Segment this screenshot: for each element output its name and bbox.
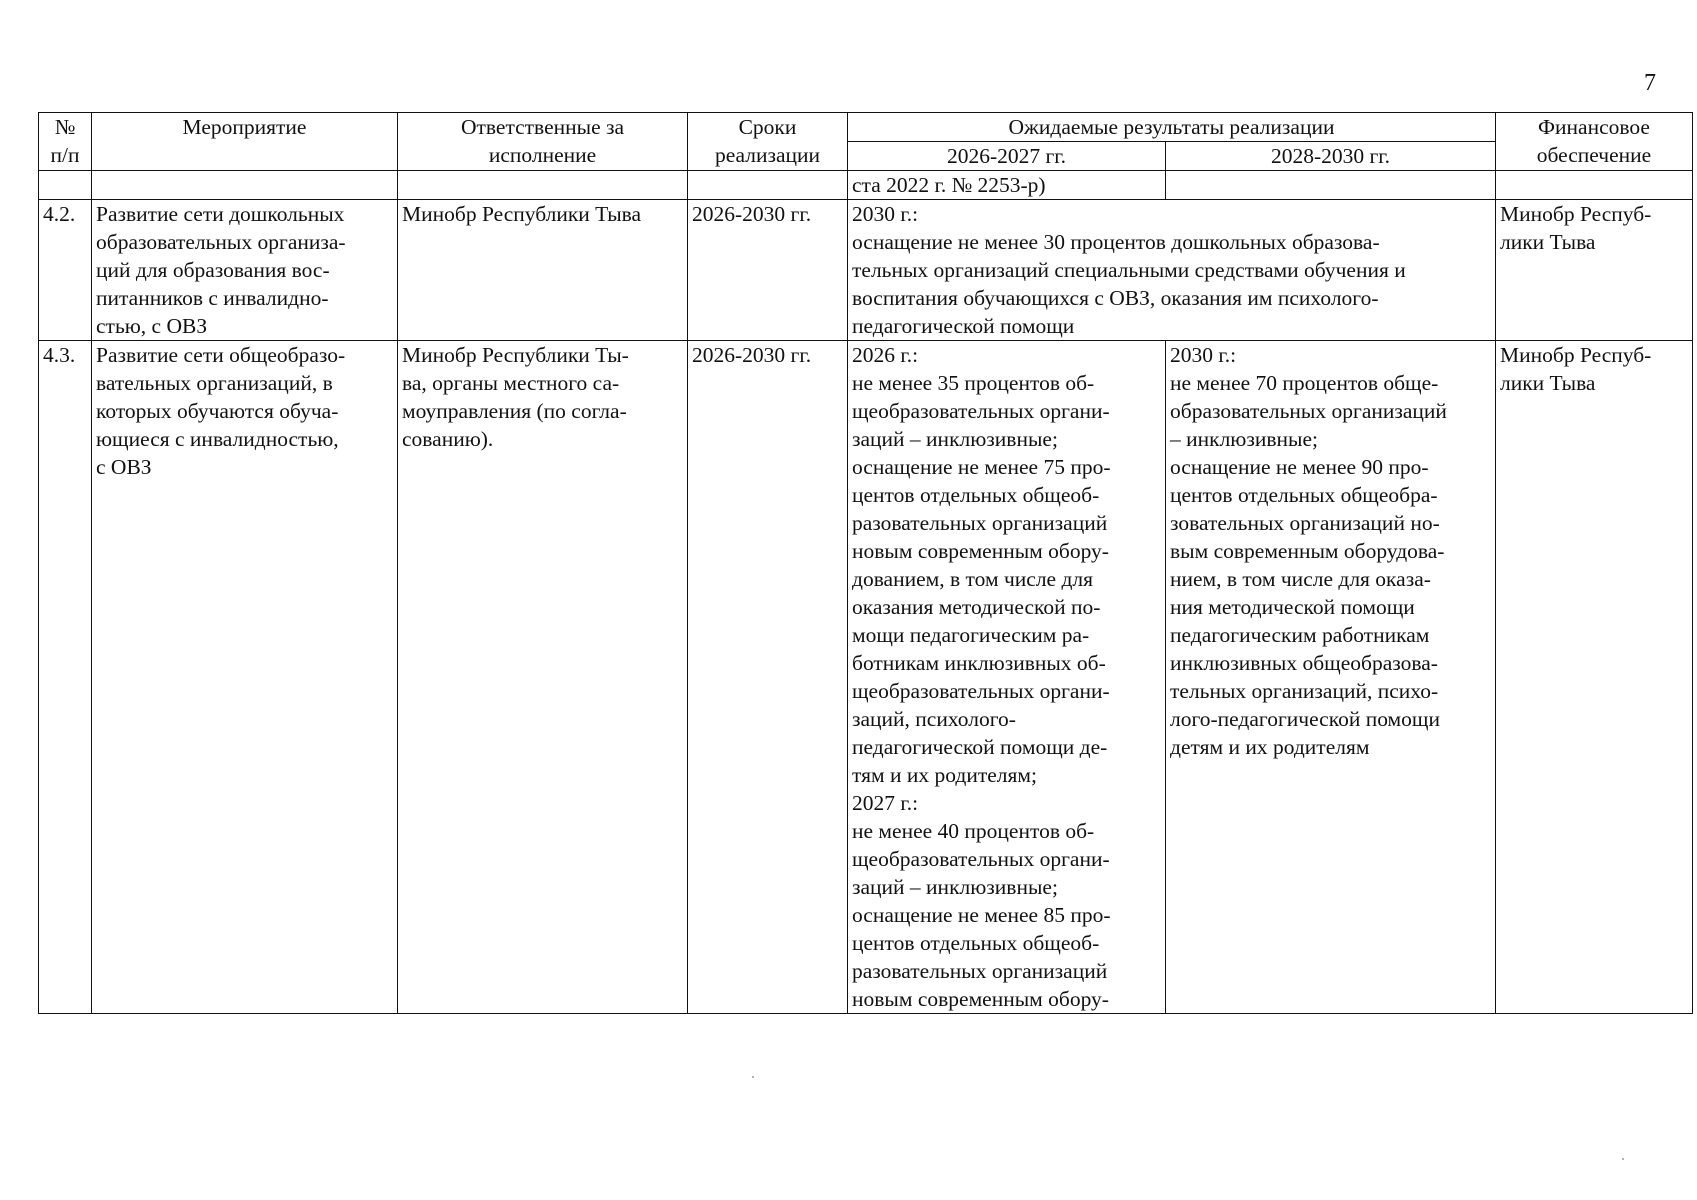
measures-table <box>38 112 1693 1014</box>
header-results-2026-2027: 2026-2027 гг. <box>848 142 1166 171</box>
cell-results-2026-2027: 2026 г.: не менее 35 процентов об- щеобразовательных органи- заций – инклюзивные; оснащение не менее 75 про- центов отдельных общеоб- разовательных организаций новым современным обору- дованием, в том числе для оказания методической по- мощи педагогическим ра- ботникам инклюзивных об- щеобразовательных органи- заций, психолого- педагогической помощи де- тям и их родителям; 2027 г.: не менее 40 процентов об- щеобразовательных органи- заций – инклюзивные; оснащение не менее 85 про- центов отдельных общеоб- разовательных организаций новым современным обору- <box>848 341 1166 1014</box>
cell-empty <box>92 171 398 200</box>
table-row <box>39 341 1693 1014</box>
cell-empty <box>398 171 688 200</box>
page-number: 7 <box>1644 70 1656 96</box>
cell-num: 4.2. <box>39 200 92 341</box>
cell-event: Развитие сети дошкольных образовательных организа- ций для образования вос- питанников с инвалидно- стью, с ОВЗ <box>92 200 398 341</box>
cell-empty <box>1496 171 1693 200</box>
header-finance: Финансовое обеспечение <box>1496 113 1693 171</box>
header-num: № п/п <box>39 113 92 171</box>
table-row-carry-over <box>39 171 1693 200</box>
header-responsible: Ответственные за исполнение <box>398 113 688 171</box>
scan-speck <box>1622 1158 1624 1160</box>
cell-empty <box>688 171 848 200</box>
header-results: Ожидаемые результаты реализации <box>848 113 1496 142</box>
header-results-2028-2030: 2028-2030 гг. <box>1166 142 1496 171</box>
cell-empty <box>1166 171 1496 200</box>
scan-speck <box>752 1076 754 1078</box>
table-row <box>39 200 1693 341</box>
header-event: Мероприятие <box>92 113 398 171</box>
cell-finance: Минобр Респуб- лики Тыва <box>1496 200 1693 341</box>
cell-responsible: Минобр Республики Ты- ва, органы местного са- моуправления (по согла- сованию). <box>398 341 688 1014</box>
cell-terms: 2026-2030 гг. <box>688 341 848 1014</box>
cell-terms: 2026-2030 гг. <box>688 200 848 341</box>
cell-carry-over-results: ста 2022 г. № 2253-р) <box>848 171 1166 200</box>
cell-results: 2030 г.: оснащение не менее 30 процентов дошкольных образова- тельных организаций специальными средствами обучения и воспитания обучающихся с ОВЗ, оказания им психолого- педагогической помощи <box>848 200 1496 341</box>
cell-results-2028-2030: 2030 г.: не менее 70 процентов обще- образовательных организаций – инклюзивные; оснащение не менее 90 про- центов отдельных общеобра- зовательных организаций но- вым современным оборудова- нием, в том числе для оказа- ния методической помощи педагогическим работникам инклюзивных общеобразова- тельных организаций, психо- лого-педагогической помощи детям и их родителям <box>1166 341 1496 1014</box>
cell-responsible: Минобр Республики Тыва <box>398 200 688 341</box>
cell-num: 4.3. <box>39 341 92 1014</box>
header-row <box>39 113 1693 142</box>
header-terms: Сроки реализации <box>688 113 848 171</box>
cell-finance: Минобр Респуб- лики Тыва <box>1496 341 1693 1014</box>
cell-empty <box>39 171 92 200</box>
cell-event: Развитие сети общеобразо- вательных организаций, в которых обучаются обуча- ющиеся с инвалидностью, с ОВЗ <box>92 341 398 1014</box>
